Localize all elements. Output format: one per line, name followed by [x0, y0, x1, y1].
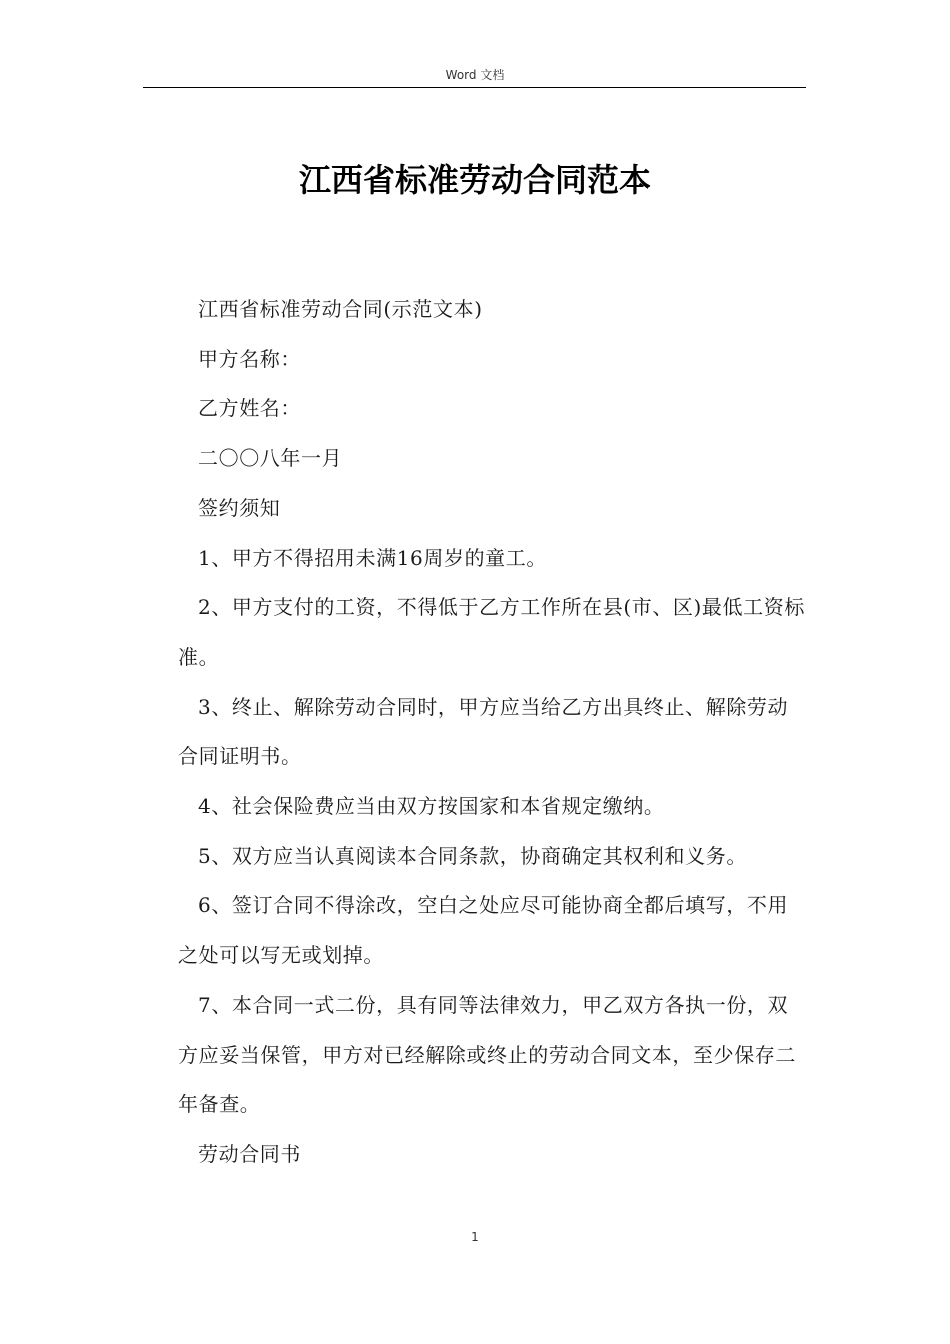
paragraph-item-2: 2、甲方支付的工资，不得低于乙方工作所在县(市、区)最低工资标准。 [178, 595, 805, 669]
page-header: Word 文档 [445, 68, 505, 82]
paragraph-item-5: 5、双方应当认真阅读本合同条款，协商确定其权利和义务。 [198, 843, 747, 868]
document-body [178, 285, 806, 1180]
paragraph-item-4: 4、社会保险费应当由双方按国家和本省规定缴纳。 [198, 794, 665, 819]
paragraph-contract-heading: 劳动合同书 [198, 1141, 301, 1166]
paragraph-item-6: 6、签订合同不得涂改，空白之处应尽可能协商全都后填写，不用之处可以写无或划掉。 [178, 893, 789, 968]
paragraph-item-1: 1、甲方不得招用未满16周岁的童工。 [198, 545, 547, 570]
page-number: 1 [471, 1230, 479, 1244]
paragraph-signing-notice: 签约须知 [198, 495, 281, 520]
paragraph-item-3: 3、终止、解除劳动合同时，甲方应当给乙方出具终止、解除劳动合同证明书。 [178, 694, 789, 769]
document-title: 江西省标准劳动合同范本 [298, 161, 651, 199]
paragraph-subtitle: 江西省标准劳动合同(示范文本) [198, 297, 483, 321]
paragraph-party-b: 乙方姓名： [198, 396, 301, 421]
header-divider [143, 87, 806, 88]
paragraph-date: 二〇〇八年一月 [198, 446, 343, 471]
paragraph-party-a: 甲方名称： [198, 346, 301, 371]
paragraph-item-7: 7、本合同一式二份，具有同等法律效力，甲乙双方各执一份，双方应妥当保管，甲方对已经解除或终止的劳动合同文本，至少保存二年备查。 [178, 992, 796, 1117]
